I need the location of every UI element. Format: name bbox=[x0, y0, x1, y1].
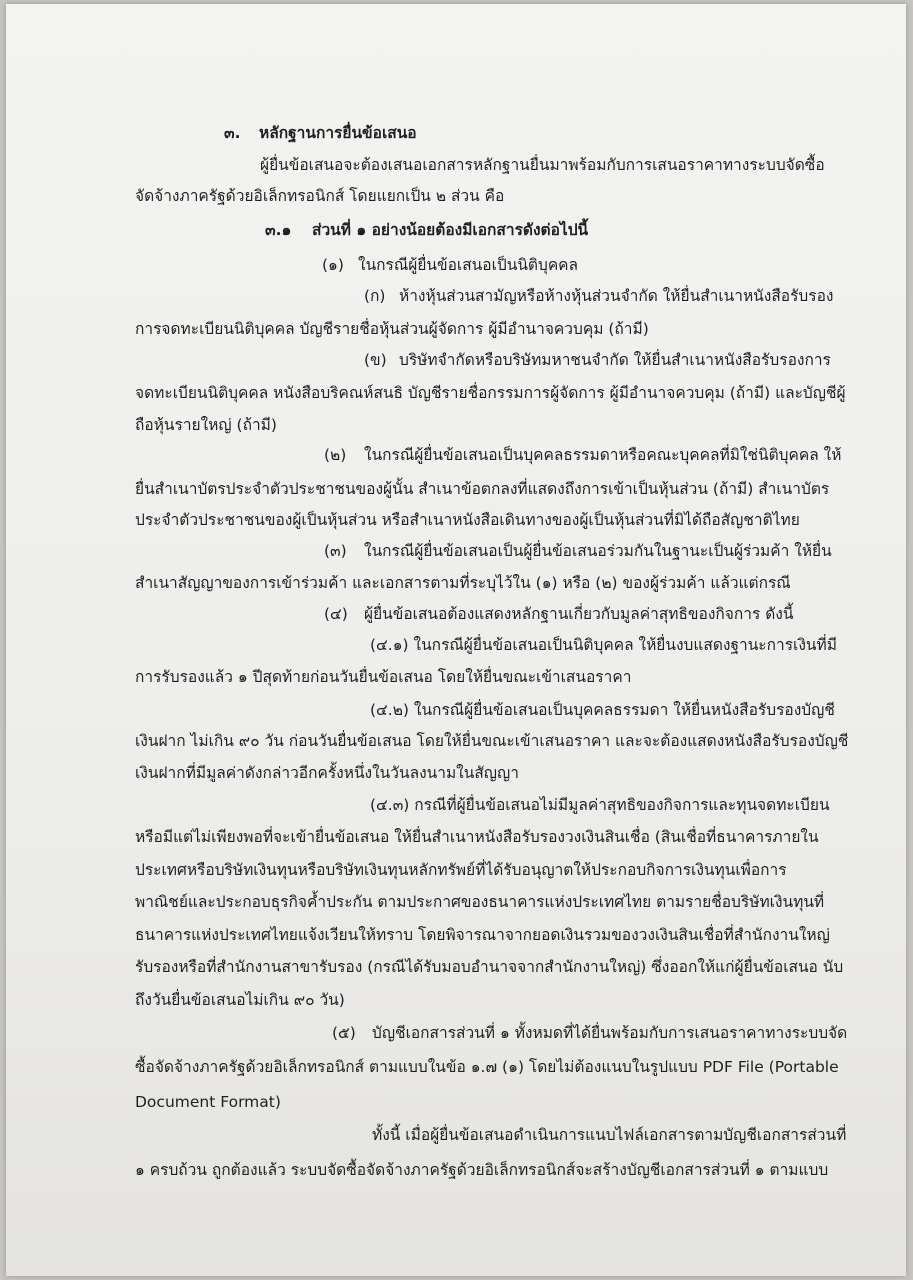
subitem-number: (ก) bbox=[364, 287, 386, 305]
paragraph-line: ซื้อจัดจ้างภาครัฐด้วยอิเล็กทรอนิกส์ ตามแบบในข้อ ๑.๗ (๑) โดยไม่ต้องแนบในรูปแบบ PDF File (Portable bbox=[135, 1058, 839, 1076]
paragraph-line: เงินฝาก ไม่เกิน ๙๐ วัน ก่อนวันยื่นข้อเสนอ โดยให้ยื่นขณะเข้าเสนอราคา และจะต้องแสดงหนังสือรับรองบัญชี bbox=[135, 732, 849, 750]
paragraph-line: ประเทศหรือบริษัทเงินทุนหรือบริษัทเงินทุนหลักทรัพย์ที่ได้รับอนุญาตให้ประกอบกิจการเงินทุนเพื่อการ bbox=[135, 861, 787, 879]
item-number: (๑) bbox=[322, 256, 344, 274]
paragraph-line: หรือมีแต่ไม่เพียงพอที่จะเข้ายื่นข้อเสนอ ให้ยื่นสำเนาหนังสือรับรองวงเงินสินเชื่อ (สินเชื่อที่ธนาคารภายใน bbox=[135, 828, 819, 846]
paragraph-line: ในกรณีผู้ยื่นข้อเสนอเป็นบุคคลธรรมดาหรือคณะบุคคลที่มิใช่นิติบุคคล ให้ bbox=[364, 446, 842, 464]
paragraph-line: ถึงวันยื่นข้อเสนอไม่เกิน ๙๐ วัน) bbox=[135, 991, 345, 1009]
paragraph-line: เงินฝากที่มีมูลค่าดังกล่าวอีกครั้งหนึ่งในวันลงนามในสัญญา bbox=[135, 764, 519, 782]
paragraph-line: รับรองหรือที่สำนักงานสาขารับรอง (กรณีได้รับมอบอำนาจจากสำนักงานใหญ่) ซึ่งออกให้แก่ผู้ยื่นข้อเสนอ นับ bbox=[135, 958, 844, 976]
paragraph-line: ๑ ครบถ้วน ถูกต้องแล้ว ระบบจัดซื้อจัดจ้างภาครัฐด้วยอิเล็กทรอนิกส์จะสร้างบัญชีเอกสารส่วนที่ ๑ ตามแบบ bbox=[135, 1161, 829, 1179]
subsection-heading: ส่วนที่ ๑ อย่างน้อยต้องมีเอกสารดังต่อไปนี้ bbox=[312, 221, 589, 239]
paragraph-line: (๔.๒) ในกรณีผู้ยื่นข้อเสนอเป็นบุคคลธรรมดา ให้ยื่นหนังสือรับรองบัญชี bbox=[370, 701, 835, 719]
item-number: (๔) bbox=[324, 605, 348, 623]
subitem-number: (ข) bbox=[364, 351, 387, 369]
section-number: ๓. bbox=[224, 124, 241, 142]
section-heading: หลักฐานการยื่นข้อเสนอ bbox=[259, 124, 417, 142]
paragraph-line: การรับรองแล้ว ๑ ปีสุดท้ายก่อนวันยื่นข้อเสนอ โดยให้ยื่นขณะเข้าเสนอราคา bbox=[135, 668, 632, 686]
item-text: ในกรณีผู้ยื่นข้อเสนอเป็นนิติบุคคล bbox=[358, 256, 579, 274]
paragraph-line: (๔.๑) ในกรณีผู้ยื่นข้อเสนอเป็นนิติบุคคล ให้ยื่นงบแสดงฐานะการเงินที่มี bbox=[370, 636, 837, 654]
paragraph-line: ผู้ยื่นข้อเสนอจะต้องเสนอเอกสารหลักฐานยื่นมาพร้อมกับการเสนอราคาทางระบบจัดซื้อ bbox=[260, 156, 825, 174]
document-page bbox=[6, 4, 906, 1276]
paragraph-line: สำเนาสัญญาของการเข้าร่วมค้า และเอกสารตามที่ระบุไว้ใน (๑) หรือ (๒) ของผู้ร่วมค้า แล้วแต่กรณี bbox=[135, 574, 791, 592]
paragraph-line: (๔.๓) กรณีที่ผู้ยื่นข้อเสนอไม่มีมูลค่าสุทธิของกิจการและทุนจดทะเบียน bbox=[370, 796, 830, 814]
item-text: ผู้ยื่นข้อเสนอต้องแสดงหลักฐานเกี่ยวกับมูลค่าสุทธิของกิจการ ดังนี้ bbox=[364, 605, 794, 623]
paragraph-line: ยื่นสำเนาบัตรประจำตัวประชาชนของผู้นั้น สำเนาข้อตกลงที่แสดงถึงการเข้าเป็นหุ้นส่วน (ถ้ามี) สำเนาบัตร bbox=[135, 480, 830, 498]
paragraph-line: ประจำตัวประชาชนของผู้เป็นหุ้นส่วน หรือสำเนาหนังสือเดินทางของผู้เป็นหุ้นส่วนที่มิได้ถือสัญชาติไทย bbox=[135, 511, 800, 529]
paragraph-line: ในกรณีผู้ยื่นข้อเสนอเป็นผู้ยื่นข้อเสนอร่วมกันในฐานะเป็นผู้ร่วมค้า ให้ยื่น bbox=[364, 542, 832, 560]
paragraph-line: บัญชีเอกสารส่วนที่ ๑ ทั้งหมดที่ได้ยื่นพร้อมกับการเสนอราคาทางระบบจัด bbox=[372, 1024, 848, 1042]
paragraph-line: ห้างหุ้นส่วนสามัญหรือห้างหุ้นส่วนจำกัด ให้ยื่นสำเนาหนังสือรับรอง bbox=[399, 287, 834, 305]
paragraph-line: จดทะเบียนนิติบุคคล หนังสือบริคณห์สนธิ บัญชีรายชื่อกรรมการผู้จัดการ ผู้มีอำนาจควบคุม (ถ้ามี) และบัญชีผู้ bbox=[135, 384, 846, 402]
item-number: (๕) bbox=[332, 1024, 356, 1042]
item-number: (๓) bbox=[324, 542, 347, 560]
paragraph-line: จัดจ้างภาครัฐด้วยอิเล็กทรอนิกส์ โดยแยกเป็น ๒ ส่วน คือ bbox=[135, 187, 505, 205]
paragraph-line: พาณิชย์และประกอบธุรกิจค้ำประกัน ตามประกาศของธนาคารแห่งประเทศไทย ตามรายชื่อบริษัทเงินทุนที่ bbox=[135, 893, 825, 911]
item-number: (๒) bbox=[324, 446, 347, 464]
paragraph-line: Document Format) bbox=[135, 1093, 281, 1111]
paragraph-line: การจดทะเบียนนิติบุคคล บัญชีรายชื่อหุ้นส่วนผู้จัดการ ผู้มีอำนาจควบคุม (ถ้ามี) bbox=[135, 320, 649, 338]
paragraph-line: ถือหุ้นรายใหญ่ (ถ้ามี) bbox=[135, 416, 277, 434]
paragraph-line: ทั้งนี้ เมื่อผู้ยื่นข้อเสนอดำเนินการแนบไฟล์เอกสารตามบัญชีเอกสารส่วนที่ bbox=[372, 1126, 847, 1144]
paragraph-line: ธนาคารแห่งประเทศไทยแจ้งเวียนให้ทราบ โดยพิจารณาจากยอดเงินรวมของวงเงินสินเชื่อที่สำนักงานใหญ่ bbox=[135, 926, 830, 944]
subsection-number: ๓.๑ bbox=[265, 221, 292, 239]
paragraph-line: บริษัทจำกัดหรือบริษัทมหาชนจำกัด ให้ยื่นสำเนาหนังสือรับรองการ bbox=[399, 351, 831, 369]
